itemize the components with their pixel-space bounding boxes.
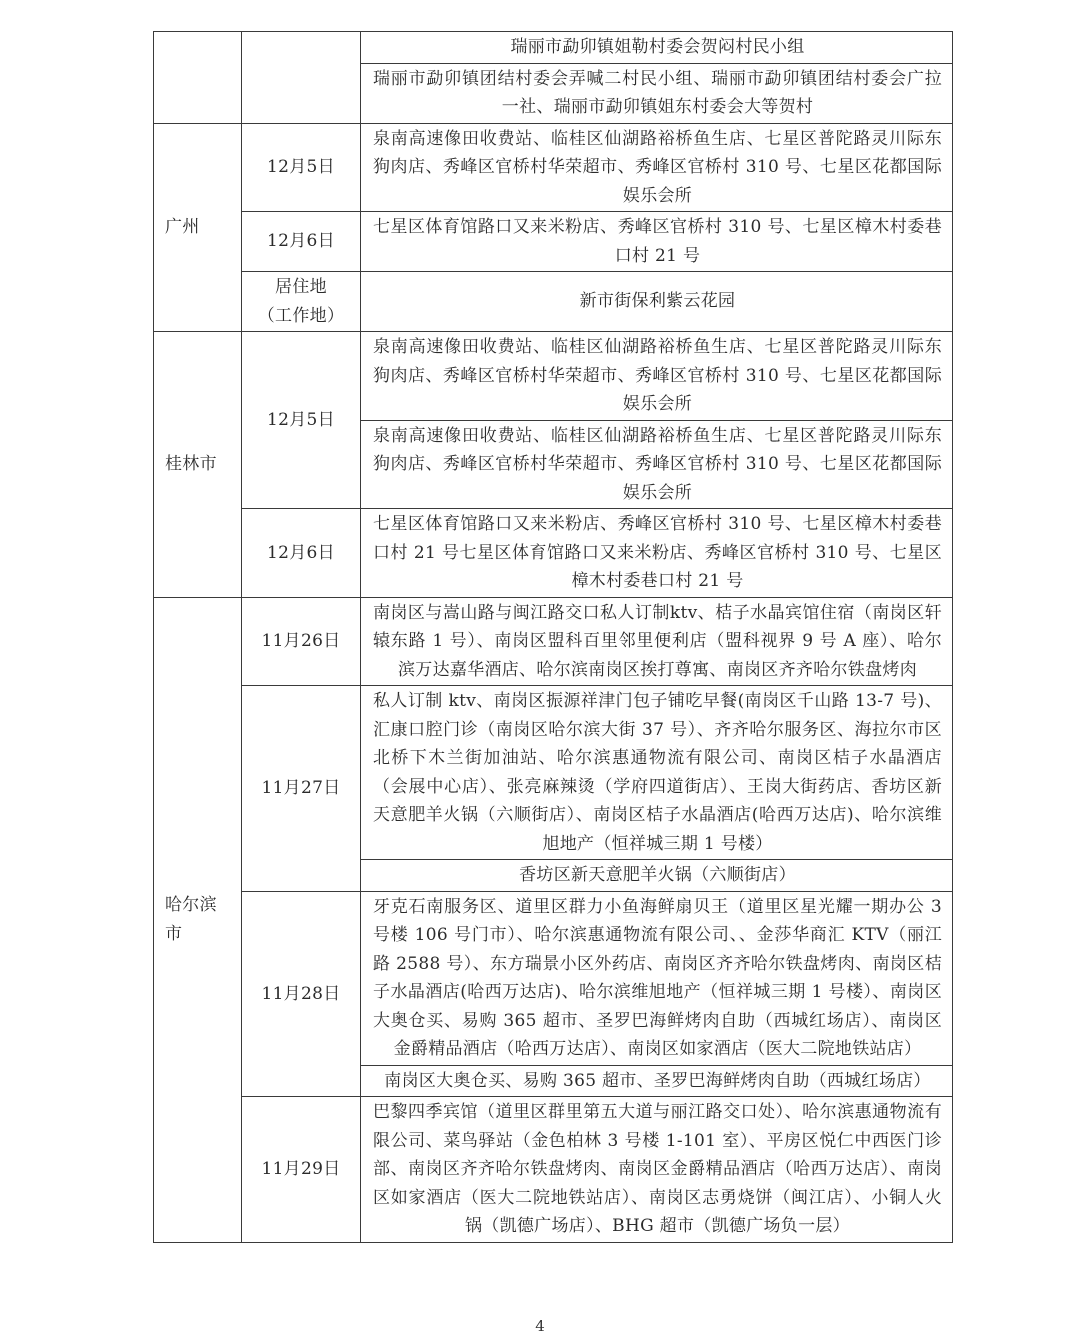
itinerary-table [153,31,953,1243]
location-cell: 瑞丽市勐卯镇团结村委会弄喊二村民小组、瑞丽市勐卯镇团结村委会广拉一社、瑞丽市勐卯镇姐东村委会大等贺村 [361,63,953,123]
date-cell: 11月28日 [242,891,361,1097]
location-cell: 巴黎四季宾馆（道里区群里第五大道与丽江路交口处）、哈尔滨惠通物流有限公司、菜鸟驿站（金色柏林 3 号楼 1-101 室）、平房区悦仁中西医门诊部、南岗区齐齐哈尔铁盘烤肉、南岗区金爵精品酒店（哈西万达店）、南岗区如家酒店（医大二院地铁站店）、南岗区志勇烧饼（闽江店）、小铜人火锅（凯德广场店）、BHG 超市（凯德广场负一层） [361,1097,953,1243]
location-cell: 泉南高速像田收费站、临桂区仙湖路裕桥鱼生店、七星区普陀路灵川际东狗肉店、秀峰区官桥村华荣超市、秀峰区官桥村 310 号、七星区花都国际娱乐会所 [361,332,953,421]
location-cell: 牙克石南服务区、道里区群力小鱼海鲜扇贝王（道里区星光耀一期办公 3 号楼 106 号门市）、哈尔滨惠通物流有限公司、、金莎华商汇 KTV（丽江路 2588 号）、东方瑞景小区外药店、南岗区齐齐哈尔铁盘烤肉、南岗区桔子水晶酒店(哈西万达店)、哈尔滨维旭地产（恒祥城三期 1 号楼）、南岗区大奥仓买、易购 365 超市、圣罗巴海鲜烤肉自助（西城红场店）、南岗区金爵精品酒店（哈西万达店）、南岗区如家酒店（医大二院地铁站店） [361,891,953,1065]
table-row [154,32,953,64]
date-cell: 12月5日 [242,332,361,509]
date-cell: 12月6日 [242,509,361,598]
city-cell [154,32,242,124]
city-cell: 广州 [154,123,242,332]
date-cell: 11月26日 [242,597,361,686]
date-cell [242,32,361,124]
table-row [154,123,953,212]
location-cell: 新市街保利紫云花园 [361,272,953,332]
date-cell: 11月27日 [242,686,361,892]
table-row [154,686,953,860]
location-cell: 泉南高速像田收费站、临桂区仙湖路裕桥鱼生店、七星区普陀路灵川际东狗肉店、秀峰区官桥村华荣超市、秀峰区官桥村 310 号、七星区花都国际娱乐会所 [361,420,953,509]
table-row [154,212,953,272]
table-row [154,509,953,598]
location-cell: 南岗区与嵩山路与闽江路交口私人订制ktv、桔子水晶宾馆住宿（南岗区轩辕东路 1 号）、南岗区盟科百里邻里便利店（盟科视界 9 号 A 座）、哈尔滨万达嘉华酒店、哈尔滨南岗区挨打尊寓、南岗区齐齐哈尔铁盘烤肉 [361,597,953,686]
date-cell: 居住地 （工作地） [242,272,361,332]
table-row [154,597,953,686]
location-cell: 瑞丽市勐卯镇姐勒村委会贺闷村民小组 [361,32,953,64]
itinerary-table-body [154,32,953,1243]
city-cell: 桂林市 [154,332,242,598]
location-cell: 七星区体育馆路口又来米粉店、秀峰区官桥村 310 号、七星区樟木村委巷口村 21 号七星区体育馆路口又来米粉店、秀峰区官桥村 310 号、七星区樟木村委巷口村 21 号 [361,509,953,598]
table-row [154,272,953,332]
location-cell: 私人订制 ktv、南岗区振源祥津门包子铺吃早餐(南岗区千山路 13-7 号)、汇康口腔门诊（南岗区哈尔滨大街 37 号）、齐齐哈尔服务区、海拉尔市区北桥下木兰街加油站、哈尔滨惠通物流有限公司、南岗区桔子水晶酒店（会展中心店）、张亮麻辣烫（学府四道街店）、王岗大街药店、香坊区新天意肥羊火锅（六顺街店）、南岗区桔子水晶酒店(哈西万达店)、哈尔滨维旭地产（恒祥城三期 1 号楼） [361,686,953,860]
table-row [154,1097,953,1243]
page-number: 4 [535,1317,545,1335]
date-cell: 11月29日 [242,1097,361,1243]
location-cell: 香坊区新天意肥羊火锅（六顺街店） [361,860,953,892]
location-cell: 七星区体育馆路口又来米粉店、秀峰区官桥村 310 号、七星区樟木村委巷口村 21 号 [361,212,953,272]
location-cell: 泉南高速像田收费站、临桂区仙湖路裕桥鱼生店、七星区普陀路灵川际东狗肉店、秀峰区官桥村华荣超市、秀峰区官桥村 310 号、七星区花都国际娱乐会所 [361,123,953,212]
date-cell: 12月5日 [242,123,361,212]
location-cell: 南岗区大奥仓买、易购 365 超市、圣罗巴海鲜烤肉自助（西城红场店） [361,1065,953,1097]
city-cell: 哈尔滨市 [154,597,242,1242]
date-cell: 12月6日 [242,212,361,272]
table-row [154,332,953,421]
table-row [154,891,953,1065]
